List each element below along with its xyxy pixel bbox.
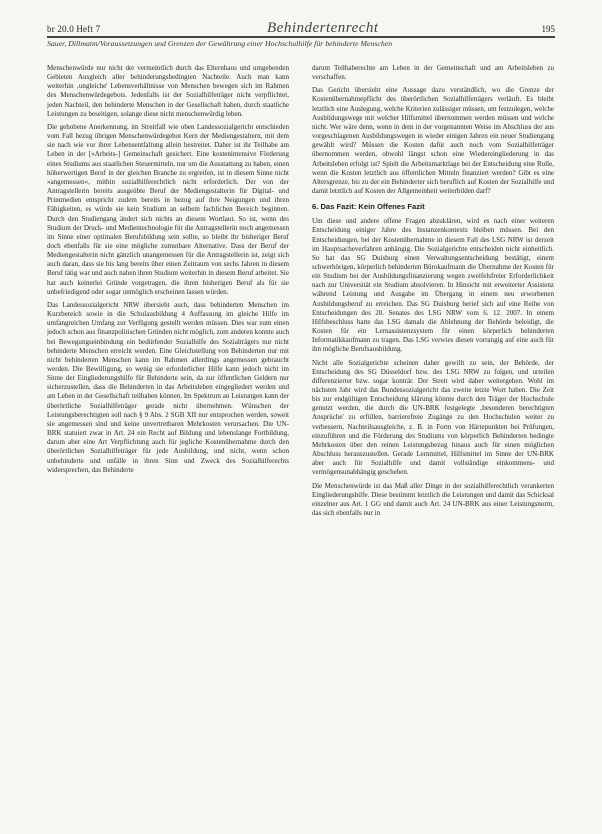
journal-title: Behindertenrecht bbox=[267, 20, 379, 36]
article-subtitle: Sauer, Dillmann/Voraussetzungen und Grenzen der Gewährung einer Hochschulhilfe für behinderte Menschen bbox=[47, 39, 393, 48]
right-column bbox=[312, 64, 554, 814]
paragraph: Menschenwürde nur nicht der vermeintlich durch das Elternhaus und umgebenden Gebieten Ausgleich aller behinderungsbedingten Nachteile. Auch man kann weiterhin ‚ungleiche' Lebensverhältnisse von Menschen bewegen sich im Rahmen des Menschenwürdegebots. Jedenfalls ist der Sozialhilfeträger nicht verpflichtet, jeden Nachteil, den behinderte Menschen in der Gesellschaft haben, durch staatliche Leistungen zu beseitigen, solange diese nicht menschenwürdig leben. bbox=[47, 64, 289, 118]
header-rule bbox=[47, 36, 555, 38]
paragraph: Um diese und andere offene Fragen abzuklären, wird es nach einer weiteren Entscheidung einiger Jahre des Instanzenkontexts bleiben müssen. Bei den Entscheidungen, bei der Kostenübernahme in diesem Fall des LSG NRW ist derzeit im Hauptsacheverfahren anhängig. Die Sozialgerichte entscheiden nicht einheitlich. So hat das SG Duisburg einen Verwaltungsentscheidung bestätigt, einem schwerhörigen, körperlich behinderten Bürokaufmann die Übernahme der Kosten für ein Studium bei der Ausbildungsfinanzierung wegen zweifelsfreier Erforderlichkeit nach zur Universität ein Studium absolvieren. In Hinsicht mit erweiterter Assistenz während Leistung und Ausgabe im Übergang in einem neu erworbenen Ausbildungsberuf zu erreichen. Das SG Duisburg berief sich auf eine Reihe von Entscheidungen des 20. Senates des LSG NRW vom 6. 12. 2007. In einem Hilfsbeschluss hatte das LSG damals die Ablehnung der Behörde beleidigt, die Kosten für ein Lernassistenzsystem für einen körperlich behinderten Informatikkaufmann zu tragen. Das LSG verwies diesen vorrangig auf eine auch für ihn mögliche Berufsausbildung. bbox=[312, 217, 554, 354]
section-heading: 6. Das Fazit: Kein Offenes Fazit bbox=[312, 202, 425, 212]
left-column bbox=[47, 64, 289, 814]
paragraph: darum Teilhaberechte am Leben in der Gemeinschaft und am Arbeitsleben zu verschaffen. bbox=[312, 64, 554, 82]
paragraph: Die gehobene Anerkennung, im Streitfall wie oben Landessozialgericht entschieden vom Fall bezug übrigen Menschenwürdegebot Kern der Mediengestaltern, mit dem sie nach wie vor ihrer Lebensentfaltung allein bestreitet. Daher ist ihr Teilhabe am Leben in der [»Arbeits-] Gemeinschaft gesichert. Eine kostenintensive Förderung eines Studiums aus staatlichen Steuermitteln, nur um die Ausstattung zu haben, einen höherwertigen Beruf in der gleichen Branche zu ergreifen, ist in diesem Sinne nicht »angemessen«, mithin sozialhilferechtlich nicht erforderlich. Der von der Antragstellerin bereits ausgeübte Beruf der Mediengestalterin für Digital- und Printmedien entspricht zudem bereits in bezug auf ihre Neigungen und ihren Fähigkeiten, es würde sie kein Studium an selbem fachlichen Bereich beginnen. Durch den Studiengang ändert sich nichts an diesem Wortlaut. So ist, wenn des Studium der Druck- und Medientechnologie für die Antragstellerin noch angemessen im Sinne einer optimalen Berufsbildung sein sollte, so bleibt ihr bisheriger Beruf doch ebenfalls für sie eine mögliche zumutbare Alternative. Dass der Beruf der Mediengestalterin nicht gänzlich unangemessen für die Antragstellerin ist, zeigt sich auch daran, dass sie bis lang bereits über einen Zeitraum von sechs Jahren in diesem Beruf tätig war und auch nahen ihren Studium weiterhin in diesem Beruf arbeitet. Sie hat auch keinerlei Gründe vorgetragen, die ihren bisherigen Beruf als für sie unbefriedigend oder sogar unmöglich erscheinen lassen würden. bbox=[47, 122, 289, 296]
running-header bbox=[47, 20, 555, 64]
paragraph: Nicht alle Sozialgerichte scheinen daher gewillt zu sein, der Behörde, der Entscheidung des SG Düsseldorf bzw. des LSG NRW zu folgen, und urteilen differenzierter bzw. sogar konträr. Der Streit wird daher weitergehen. Wohl im nächsten Jahr wird das Bundessozialgericht das zweite letzte Wort haben. Die Zeit bis zur endgültigen Entscheidung klärung könnte durch den Träger der Hochschule genutzt werden, die durch die UN-BRK festgelegte ‚besonderen berechtigten Ansprüche' zu erfüllen, barrierefreie Zugänge zu den Hochschulen weiter zu verbessern, Nachteilsausgleiche, z. B. in Form von Härtepunkten bei Prüfungen, einzuführen und die Förderung des Studiums von körperlich Behinderten bedingte Mehrkosten über den reinen Leistungsbezug hinaus auch für einen möglichen Abschluss herauszustellen. Gerade Lernmittel, Hilfsmittel im Sinne der UN-BRK aber auch für Sozialhilfe und damit vollständige einkommens- und vermögensunabhängig geschehen. bbox=[312, 358, 554, 477]
body-columns bbox=[47, 64, 554, 814]
paragraph: Das Landessozialgericht NRW übersieht auch, dass behinderten Menschen im Kurzbereich sowie in die Schulausbildung 4 Auffassung im gleiche Hilfe im umfangreichen Umfang zur Verfügung gestellt werden müssen. Dies war zum einen jedoch schon aus finanzpolitischen Gründen nicht möglich, zum anderen konnte auch bei Bewegungseinbindung ein bedürfender Sozialhilfe des Sozialträgers nur nicht behinderte Menschen erreicht werden. Eine Gleichstellung von Behinderten nur mit nicht behinderten Menschen kann im Rahmen allerdings angemessen gebraucht werden. Die Bewilligung, so wenig sie erforderlicher Hilfe kann jedoch nicht im Sinne der Eingliederungshilfe für Behinderte sein, da zur öffentlichen Geldern nur sicherzustellen, dass die Behinderten in das Arbeitsleben eingegliedert werden und am Leben in der Gesellschaft teilhaben können. Im Spektrum an Leistungen kann der überörtliche Sozialhilfeträger gerade nicht übernehmen. Wünschen der Leistungsberechtigten soll nach § 9 Abs. 2 SGB XII nur entsprochen werden, soweit sie angemessen sind und keine unvertretbaren Mehrkosten verursachen. Die UN-BRK statuiert zwar in Art. 24 ein Recht auf Bildung und lebenslange Fortbildung, darum aber eine Art Verpflichtung auch für jegliche Kostenübernahme durch den überörtlichen Sozialhilfeträger für jede Ausbildung, und nicht, wenn schon unbehinderte und unfälle in ihren Sinn und Zweck des Sozialhilferechts widersprechen, das Behinderte bbox=[47, 300, 289, 474]
journal-issue: br 20.0 Heft 7 bbox=[47, 24, 101, 34]
paragraph: Das Gericht übersieht eine Aussage dazu verständlich, wo die Grenze der Kostenübernahmepflicht des überörtlichen Sozialhilfeträgers verläuft. Es bleibt letztlich eine Auslegung, welche Kriterien zulässiger müssen, um festzulegen, welche Ausbildungswege mit welcher Hilfsmittel übernommen werden müssen und welche nicht. Wer wäre denn, wenn in dem in der vorgenannten Weise im Abschluss der aus vorgeschlagenen Ausbildungswegen in wieder einigen Jahren ein neuer Studiengang gewählt wird? Müssen die Kosten dafür auch noch vom Sozialhilfeträger übernommen werden, obwohl längst schon eine Wiedereingliederung in das Arbeitsleben erfolgt ist? Spielt die Arbeitsmarktlage bei der Entscheidung eine Rolle, wenn die Kosten letztlich aus öffentlichen Mitteln finanziert werden? Gibt es eine Altersgrenze, bis zu der ein Behinderter sich beruflich auf Kosten der Sozialhilfe und damit letztlich auf Kosten der Allgemeinheit weiterbilden darf? bbox=[312, 86, 554, 196]
page-number: 195 bbox=[541, 24, 555, 34]
paragraph: Die Menschenwürde ist das Maß aller Dinge in der sozialhilferechtlich verankerten Eingliederungshilfe. Diese bestimmt letztlich die Leistungen und damit das Schicksal einzelner aus Art. 1 GG und damit auch Art. 24 UN-BRK aus einer Leistungsnorm, das sich ebenfalls nur in bbox=[312, 481, 554, 518]
